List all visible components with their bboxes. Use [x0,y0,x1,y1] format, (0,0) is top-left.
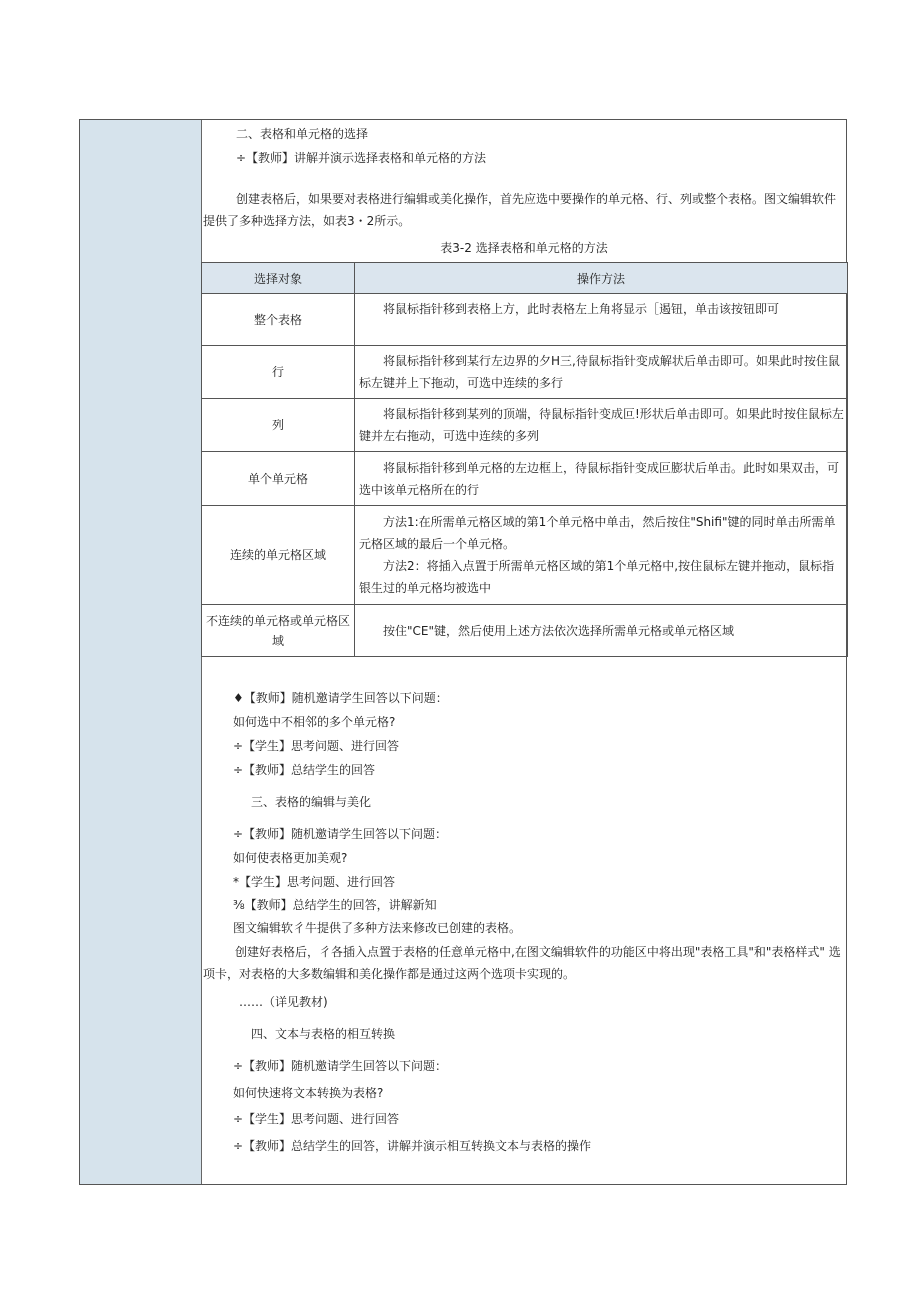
teacher-summary-1: ÷【教师】总结学生的回答 [233,763,376,777]
teacher-summary-2: ⅜【教师】总结学生的回答，讲解新知 [233,898,437,912]
header-method: 操作方法 [355,263,848,294]
row-object: 连续的单元格区域 [202,506,355,605]
note-line: 图文编辑软彳牛提供了多种方法来修改已创建的表格。 [233,921,522,935]
teacher-question-2: ÷【教师】随机邀请学生回答以下问题： [233,827,448,841]
question-1: 如何选中不相邻的多个单元格? [233,715,396,729]
row-method: 将鼠标指针移到表格上方，此时表格左上角将显示［遏钮，单击该按钮即可 [355,294,848,346]
teacher-summary-3: ÷【教师】总结学生的回答，讲解并演示相互转换文本与表格的操作 [233,1139,592,1153]
row-object: 整个表格 [202,294,355,346]
row-object: 单个单元格 [202,452,355,506]
row-method [355,506,848,605]
teacher-question-1: ♦【教师】随机邀请学生回答以下问题： [233,691,448,705]
table-title: 表3-2 选择表格和单元格的方法 [440,241,608,255]
table-row [202,452,848,506]
sidebar-column [80,120,202,1184]
row-object: 行 [202,346,355,399]
row-method: 将鼠标指针移到某列的顶端，待鼠标指针变成叵!形状后单击即可。如果此时按住鼠标左键并左右拖动，可选中连续的多列 [355,399,848,452]
header-object: 选择对象 [202,263,355,294]
selection-methods-table [201,262,848,657]
method-1: 方法1:在所需单元格区域的第1个单元格中单击，然后按住"Shifi"键的同时单击所需单元格区域的最后一个单元格。 [359,515,836,551]
method-2: 方法2：将插入点置于所需单元格区域的第1个单元格中,按住鼠标左键并拖动，鼠标指银生过的单元格均被选中 [359,559,835,595]
teacher-line: ÷【教师】讲解并演示选择表格和单元格的方法 [236,151,487,165]
section-heading-2: 二、表格和单元格的选择 [236,127,369,141]
row-object: 列 [202,399,355,452]
intro-paragraph: 创建表格后，如果要对表格进行编辑或美化操作，首先应选中要操作的单元格、行、列或整个表格。图文编辑软件提供了多种选择方法，如表3・2所示。 [203,192,837,228]
see-textbook: ……（详见教材) [239,995,328,1009]
question-2: 如何使表格更加美观? [233,851,348,865]
row-method: 按住"CE"键，然后使用上述方法依次选择所需单元格或单元格区域 [355,605,848,657]
section-heading-3: 三、表格的编辑与美化 [251,795,372,809]
table-row [202,506,848,605]
table-row [202,605,848,657]
teacher-question-3: ÷【教师】随机邀请学生回答以下问题： [233,1059,448,1073]
student-answer-2: *【学生】思考问题、进行回答 [233,875,396,889]
row-method: 将鼠标指针移到某行左边界的夕H三,待鼠标指针变成解状后单击即可。如果此时按住鼠标左键并上下拖动，可选中连续的多行 [355,346,848,399]
row-object: 不连续的单元格或单元格区域 [202,605,355,657]
table-row [202,294,848,346]
student-answer-1: ÷【学生】思考问题、进行回答 [233,739,400,753]
question-3: 如何快速将文本转换为表格? [233,1086,384,1100]
section-heading-4: 四、文本与表格的相互转换 [251,1027,396,1041]
table-row [202,346,848,399]
edit-paragraph: 创建好表格后，彳各插入点置于表格的任意单元格中,在图文编辑软件的功能区中将出现"表格工具"和"表格样式" 选项卡，对表格的大多数编辑和美化操作都是通过这两个选项卡实现的。 [203,945,841,981]
student-answer-3: ÷【学生】思考问题、进行回答 [233,1112,400,1126]
table-header-row [202,263,848,294]
row-method: 将鼠标指针移到单元格的左边框上，待鼠标指针变成叵膨状后单击。此时如果双击，可选中该单元格所在的行 [355,452,848,506]
table-row [202,399,848,452]
